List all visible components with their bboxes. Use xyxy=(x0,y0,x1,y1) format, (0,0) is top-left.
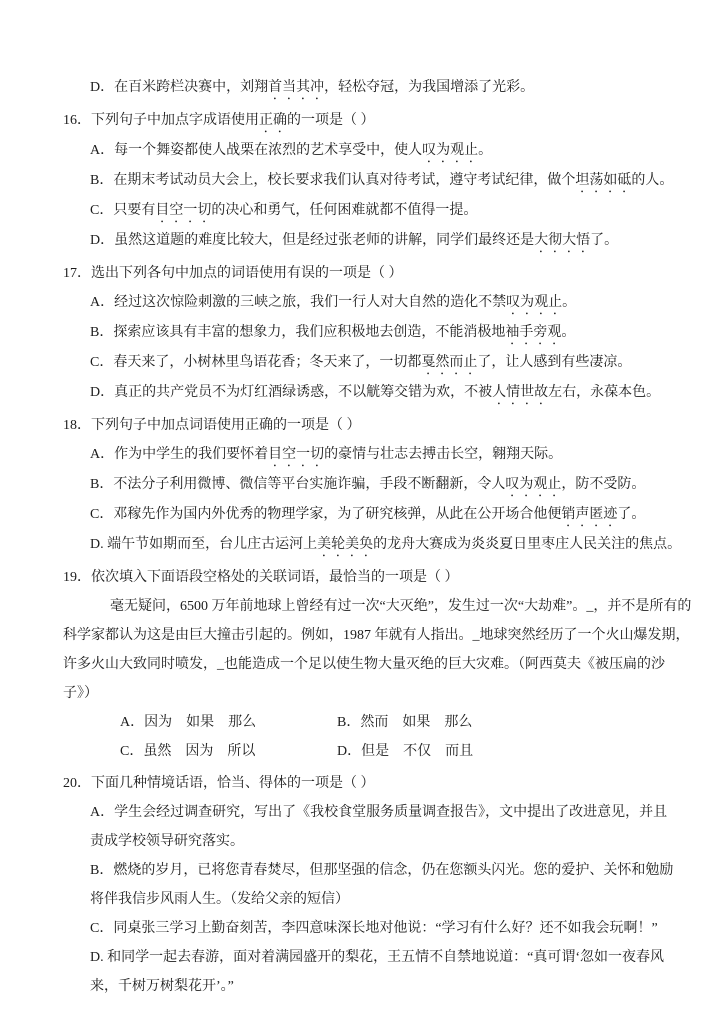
text-segment: 了。 xyxy=(617,507,646,522)
text-segment: B．不法分子利用微博、微信等平台实施诈骗，手段不断翻新，令人 xyxy=(90,477,506,492)
emphasized-idiom: 袖手旁观 xyxy=(505,325,562,340)
q20-option-b-line-1 xyxy=(63,856,688,885)
text-segment: 将伴我信步风雨人生。（发给父亲的短信） xyxy=(90,892,349,907)
q19-stem xyxy=(63,563,688,592)
emphasized-idiom: 美轮美奂 xyxy=(317,537,374,552)
emphasized-idiom: 正确 xyxy=(259,113,287,128)
text-segment: 科学家都认为这是由巨大撞击引起的。例如，1987 年就有人指出。_地球突然经历了一个火山爆发期， xyxy=(63,628,690,643)
text-segment: D. 端午节如期而至，台儿庄古运河上 xyxy=(90,537,318,552)
emphasized-idiom: 目空一切 xyxy=(268,447,325,462)
q19-passage-line-2 xyxy=(63,621,688,650)
text-segment: 子》） xyxy=(63,686,98,701)
q20-stem xyxy=(63,769,688,798)
text-segment: D. 和同学一起去春游，面对着满园盛开的梨花，王五情不自禁地说道：“真可谓‘忽如一夜春风 xyxy=(90,950,664,965)
text-segment: 了，让人感到有些凄凉。 xyxy=(477,355,632,370)
text-segment: C．只要有 xyxy=(90,203,156,218)
emphasized-idiom: 坦荡如砥 xyxy=(575,173,632,188)
q20-option-c xyxy=(63,914,688,943)
text-segment: 的一项是（ ） xyxy=(287,113,375,128)
q20-option-d-line-2 xyxy=(63,972,688,1001)
text-segment: 。 xyxy=(562,295,577,310)
text-segment: 16．下列句子中加点字成语使用 xyxy=(63,113,259,128)
q20-option-a-line-1 xyxy=(63,798,688,827)
text-segment: 的决心和勇气，任何困难就都不值得一提。 xyxy=(211,203,478,218)
text-segment: ，防不受防。 xyxy=(561,477,646,492)
emphasized-idiom: 首当其冲 xyxy=(268,80,325,95)
text-segment: 左右，永葆本色。 xyxy=(548,385,661,400)
q20-option-d-line-1 xyxy=(63,943,688,972)
text-segment: 20．下面几种情境话语，恰当、得体的一项是（ ） xyxy=(63,776,375,791)
q17-option-d xyxy=(63,378,688,408)
emphasized-idiom: 戛然而止 xyxy=(421,355,478,370)
emphasized-idiom: 人情世故 xyxy=(492,385,549,400)
text-segment: D．真正的共产党员不为灯红酒绿诱惑，不以觥筹交错为欢，不被 xyxy=(90,385,493,400)
text-segment: 17．选出下列各句中加点的词语使用有误的一项是（ ） xyxy=(63,266,403,281)
text-segment: 。 xyxy=(561,325,576,340)
q16-option-c xyxy=(63,196,688,226)
q16-option-b xyxy=(63,166,688,196)
text-segment: C．邓稼先作为国内外优秀的物理学家，为了研究核弹，从此在公开场合他便 xyxy=(90,507,562,522)
text-segment: A．学生会经过调查研究，写出了《我校食堂服务质量调查报告》，文中提出了改进意见，并且 xyxy=(90,805,668,820)
text-segment: 的人。 xyxy=(631,173,674,188)
question-list xyxy=(63,73,692,1001)
q17-stem xyxy=(63,259,688,288)
emphasized-idiom: 叹为观止 xyxy=(422,143,479,158)
emphasized-idiom: 叹为观止 xyxy=(506,295,563,310)
text-segment: D．在百米跨栏决赛中，刘翔 xyxy=(90,80,269,95)
text-segment: 许多火山大致同时喷发，_也能造成一个足以使生物大量灭绝的巨大灾难。（阿西莫夫《被压扁的沙 xyxy=(63,657,665,672)
emphasized-idiom: 大彻大悟 xyxy=(534,233,591,248)
text-segment: 毫无疑问，6500 万年前地球上曾经有过一次“大灭绝”，发生过一次“大劫难”。_，并不是所有的 xyxy=(110,599,692,614)
text-segment: 19．依次填入下面语段空格处的关联词语，最恰当的一项是（ ） xyxy=(63,570,459,585)
text-segment: B．燃烧的岁月，已将您青春焚尽，但那坚强的信念，仍在您额头闪光。您的爱护、关怀和勉励 xyxy=(90,863,674,878)
text-segment: B．在期末考试动员大会上，校长要求我们认真对待考试，遵守考试纪律，做个 xyxy=(90,173,576,188)
q19-choices-row-1 xyxy=(63,708,688,737)
q18-option-c xyxy=(63,500,688,530)
q20-option-b-line-2 xyxy=(63,885,688,914)
text-segment: 。 xyxy=(478,143,493,158)
q20-option-a-line-2 xyxy=(63,827,688,856)
q15-option-d xyxy=(63,73,688,103)
text-segment: 的龙舟大赛成为炎炎夏日里枣庄人民关注的焦点。 xyxy=(373,537,682,552)
q18-option-d xyxy=(63,530,688,560)
text-segment: A．每一个舞姿都使人战栗在浓烈的艺术享受中，使人 xyxy=(90,143,423,158)
emphasized-idiom: 销声匿迹 xyxy=(561,507,618,522)
q18-option-a xyxy=(63,440,688,470)
text-segment: 来，千树万树梨花开’。” xyxy=(90,979,234,994)
text-segment: B．探索应该具有丰富的想象力，我们应积极地去创造，不能消极地 xyxy=(90,325,506,340)
q18-option-b xyxy=(63,470,688,500)
text-segment: A．作为中学生的我们要怀着 xyxy=(90,447,269,462)
q16-stem xyxy=(63,106,688,136)
emphasized-idiom: 目空一切 xyxy=(155,203,212,218)
q16-option-a xyxy=(63,136,688,166)
text-segment: 的豪情与壮志去搏击长空，翱翔天际。 xyxy=(324,447,563,462)
q19-choices-row-2-choice-1: C．虽然 因为 所以 xyxy=(120,744,256,759)
q18-stem xyxy=(63,411,688,440)
q17-option-c xyxy=(63,348,688,378)
text-segment: A．经过这次惊险刺激的三峡之旅，我们一行人对大自然的造化不禁 xyxy=(90,295,507,310)
text-segment: C．春天来了，小树林里鸟语花香；冬天来了，一切都 xyxy=(90,355,422,370)
q19-passage-line-3 xyxy=(63,650,688,679)
q16-option-d xyxy=(63,226,688,256)
q19-passage-line-1 xyxy=(63,592,692,621)
text-segment: D．虽然这道题的难度比较大，但是经过张老师的讲解，同学们最终还是 xyxy=(90,233,535,248)
text-segment: 18．下列句子中加点词语使用正确的一项是（ ） xyxy=(63,418,361,433)
text-segment: C．同桌张三学习上勤奋刻苦，李四意味深长地对他说：“学习有什么好？还不如我会玩啊！” xyxy=(90,921,658,936)
q19-passage-line-4 xyxy=(63,679,688,708)
q19-choices-row-1-choice-2: B．然而 如果 那么 xyxy=(337,715,473,730)
text-segment: 了。 xyxy=(590,233,619,248)
q19-choices-row-2 xyxy=(63,737,688,766)
q19-choices-row-1-choice-1: A．因为 如果 那么 xyxy=(120,715,257,730)
q17-option-a xyxy=(63,288,688,318)
q17-option-b xyxy=(63,318,688,348)
text-segment: 责成学校领导研究落实。 xyxy=(90,834,244,849)
q19-choices-row-2-choice-2: D．但是 不仅 而且 xyxy=(337,744,474,759)
emphasized-idiom: 叹为观止 xyxy=(505,477,562,492)
text-segment: ，轻松夺冠，为我国增添了光彩。 xyxy=(324,80,535,95)
